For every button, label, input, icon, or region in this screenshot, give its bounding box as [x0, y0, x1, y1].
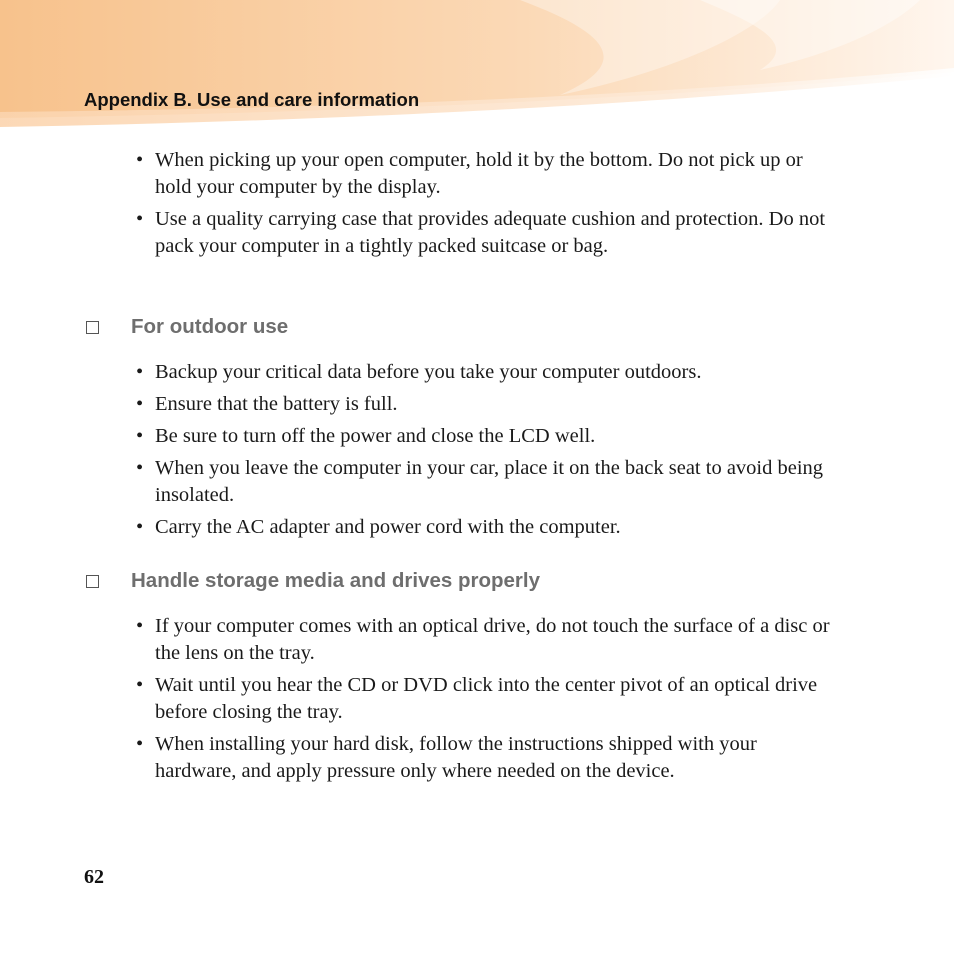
list-item [133, 514, 833, 541]
list-item [133, 672, 833, 726]
list-item-text: Backup your critical data before you take your computer outdoors. [155, 361, 702, 383]
list-item-text: Carry the AC adapter and power cord with the computer. [155, 516, 621, 538]
page-number: 62 [84, 866, 104, 888]
list-item-text: Wait until you hear the CD or DVD click into the center pivot of an optical drive before closing the tray. [155, 674, 818, 723]
outdoor-use-bullet-list [133, 359, 833, 546]
list-item [133, 206, 833, 260]
list-item [133, 455, 833, 509]
section-heading-outdoor-use [86, 315, 288, 339]
bullet-icon: • [136, 674, 144, 696]
bullet-icon: • [136, 361, 144, 383]
bullet-icon: • [136, 733, 144, 755]
square-bullet-icon [86, 321, 99, 334]
bullet-icon: • [136, 425, 144, 447]
bullet-icon: • [136, 393, 144, 415]
list-item-text: Use a quality carrying case that provides adequate cushion and protection. Do not pack your computer in a tightly packed suitcase or bag. [155, 208, 826, 257]
section-heading-text: For outdoor use [131, 315, 289, 338]
bullet-icon: • [136, 516, 144, 538]
bullet-icon: • [136, 615, 144, 637]
list-item-text: Ensure that the battery is full. [155, 393, 398, 415]
bullet-icon: • [136, 457, 144, 479]
list-item [133, 391, 833, 418]
list-item [133, 147, 833, 201]
list-item [133, 423, 833, 450]
bullet-icon: • [136, 208, 144, 230]
list-item-text: If your computer comes with an optical drive, do not touch the surface of a disc or the lens on the tray. [155, 615, 830, 664]
list-item-text: Be sure to turn off the power and close the LCD well. [155, 425, 596, 447]
list-item-text: When picking up your open computer, hold it by the bottom. Do not pick up or hold your computer by the display. [155, 149, 803, 198]
section-heading-storage-media [86, 569, 540, 593]
square-bullet-icon [86, 575, 99, 588]
intro-bullet-list [133, 147, 833, 265]
list-item [133, 359, 833, 386]
list-item [133, 731, 833, 785]
section-heading-text: Handle storage media and drives properly [131, 569, 540, 592]
list-item [133, 613, 833, 667]
bullet-icon: • [136, 149, 144, 171]
list-item-text: When you leave the computer in your car, place it on the back seat to avoid being insolated. [155, 457, 824, 506]
list-item-text: When installing your hard disk, follow the instructions shipped with your hardware, and apply pressure only where needed on the device. [155, 733, 757, 782]
running-header-title: Appendix B. Use and care information [84, 89, 420, 110]
storage-media-bullet-list [133, 613, 833, 790]
